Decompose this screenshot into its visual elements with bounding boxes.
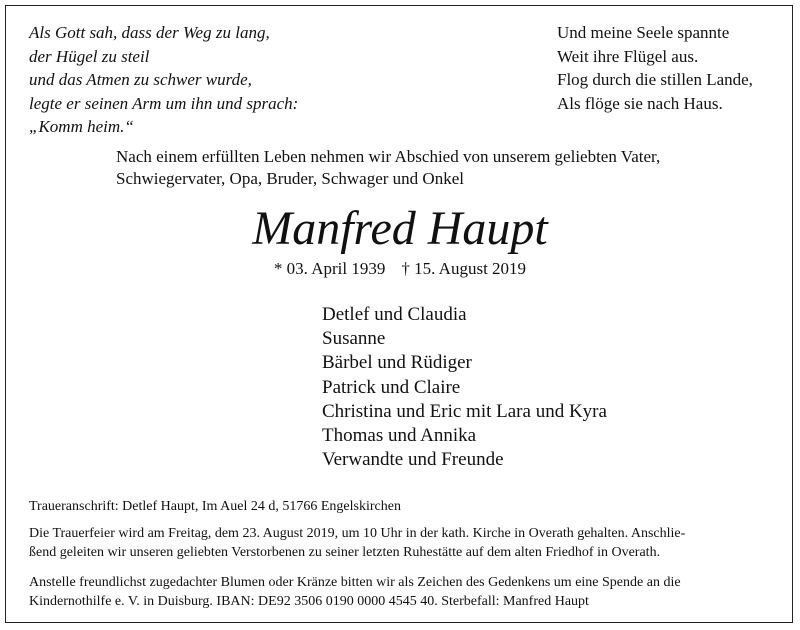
poem-right-line: Als flöge sie nach Haus. [557,93,723,113]
birth-date: * 03. April 1939 [273,259,386,278]
mourner-entry: Susanne [322,328,386,350]
address-line: Traueranschrift: Detlef Haupt, Im Auel 24 d, 51766 Engelskirchen [29,499,401,514]
poem-right-line: Flog durch die stillen Lande, [557,70,753,89]
poem-right [557,21,753,115]
funeral-address [29,497,771,516]
donation-info [29,573,771,611]
mourner-entry: Thomas und Annika [322,425,477,447]
intro-text [116,146,660,190]
mourner-entry: Detlef und Claudia [322,304,467,325]
poem-right-line: Und meine Seele spannte [557,23,730,42]
mourner-entry: Bärbel und Rüdiger [322,352,472,374]
intro-line: Nach einem erfüllten Leben nehmen wir Abschied von unserem geliebten Vater, [116,147,661,166]
service-info [29,524,771,562]
poem-left-line: und das Atmen zu schwer wurde, [29,70,252,89]
death-date: † 15. August 2019 [401,259,527,278]
poem-right-line: Weit ihre Flügel aus. [557,46,699,66]
service-line: Die Trauerfeier wird am Freitag, dem 23. August 2019, um 10 Uhr in der kath. Kirche in Overath gehalten. Anschlie- [29,526,686,541]
intro-line: Schwiegervater, Opa, Bruder, Schwager und Onkel [116,169,464,188]
donation-line: Kindernothilfe e. V. in Duisburg. IBAN: DE92 3506 0190 0000 4545 40. Sterbefall: Manfred Haupt [29,594,589,609]
service-line: ßend geleiten wir unseren geliebten Verstorbenen zu seiner letzten Ruhestätte auf dem alten Friedhof in Overath. [29,545,661,560]
mourners-list [322,303,607,472]
poem-left-line: Als Gott sah, dass der Weg zu lang, [29,23,270,42]
deceased-name: Manfred Haupt [252,202,548,255]
life-dates [0,258,800,280]
poem-left-line: der Hügel zu steil [29,46,150,66]
poem-left [29,21,298,139]
mourner-entry: Verwandte und Freunde [322,449,504,471]
mourner-entry: Patrick und Claire [322,376,461,398]
poem-left-line: legte er seinen Arm um ihn und sprach: [29,93,299,113]
poem-left-line: „Komm heim.“ [29,117,134,136]
mourner-entry: Christina und Eric mit Lara und Kyra [322,400,607,422]
donation-line: Anstelle freundlichst zugedachter Blumen oder Kränze bitten wir als Zeichen des Gedenkens um eine Spende an die [29,575,681,590]
